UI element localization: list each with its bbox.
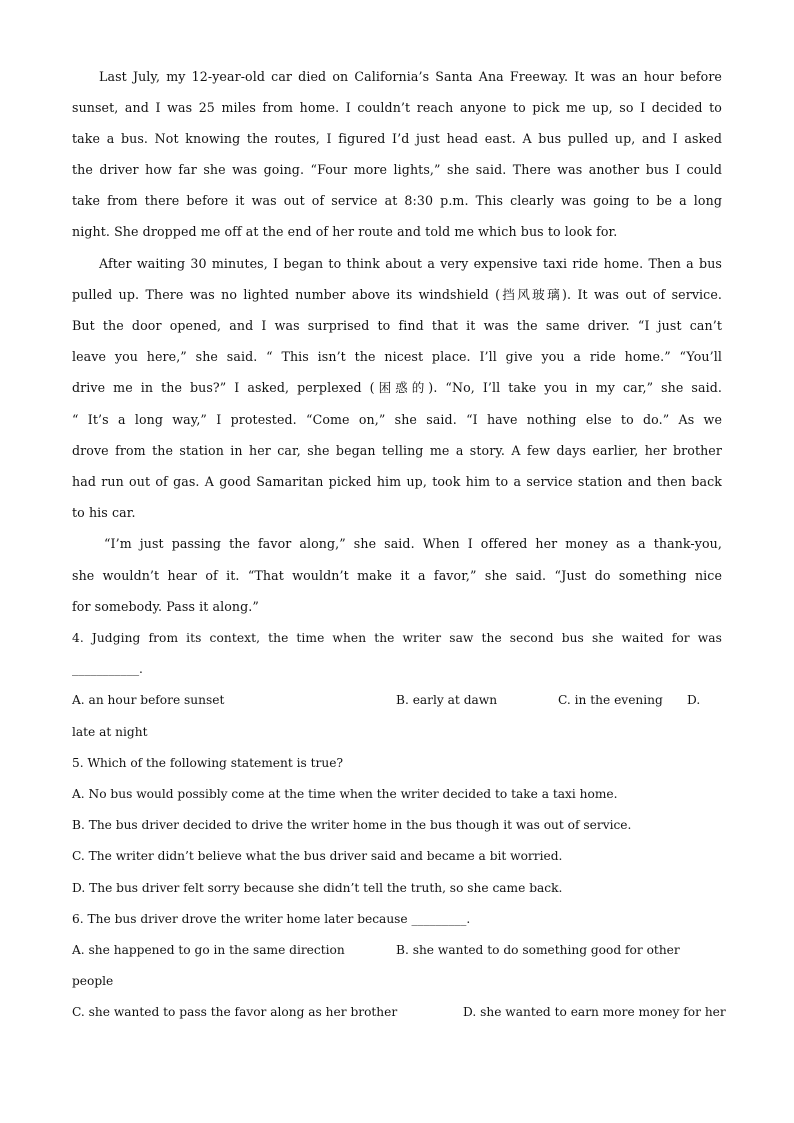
passage-line: Last July, my 12-year-old car died on California’s Santa Ana Freeway. It was an hour before [99, 69, 722, 84]
question-4-option-a: A. an hour before sunset [72, 693, 225, 707]
question-4-option-c: C. in the evening [558, 693, 663, 707]
question-5-option-a: A. No bus would possibly come at the time when the writer decided to take a taxi home. [72, 787, 618, 801]
question-6-option-a: A. she happened to go in the same direction [72, 943, 345, 957]
passage-line: to his car. [72, 505, 136, 520]
passage-line: for somebody. Pass it along.” [72, 599, 259, 614]
question-6-option-d: D. she wanted to earn more money for her [463, 1005, 726, 1019]
passage-line: leave you here,” she said. “ This isn’t the nicest place. I’ll give you a ride home.” “You’ll [72, 349, 722, 364]
passage-line: “I’m just passing the favor along,” she said. When I offered her money as a thank-you, [104, 536, 722, 551]
passage-line: But the door opened, and I was surprised to find that it was the same driver. “I just can’t [72, 318, 722, 333]
question-5-option-c: C. The writer didn’t believe what the bus driver said and became a bit worried. [72, 849, 563, 863]
passage-line: After waiting 30 minutes, I began to think about a very expensive taxi ride home. Then a bus [99, 256, 722, 271]
passage-line: she wouldn’t hear of it. “That wouldn’t make it a favor,” she said. “Just do something nice [72, 568, 722, 583]
passage-line: had run out of gas. A good Samaritan picked him up, took him to a service station and then back [72, 474, 722, 489]
question-5-stem: 5. Which of the following statement is true? [72, 756, 343, 770]
passage-line: drive me in the bus?” I asked, perplexed (困惑的). “No, I’ll take you in my car,” she said. [72, 380, 722, 395]
question-5-option-b: B. The bus driver decided to drive the writer home in the bus though it was out of service. [72, 818, 632, 832]
question-4-stem: 4. Judging from its context, the time when the writer saw the second bus she waited for was [72, 631, 722, 645]
question-6-option-b: B. she wanted to do something good for other [396, 943, 680, 957]
question-5-option-d: D. The bus driver felt sorry because she didn’t tell the truth, so she came back. [72, 881, 563, 895]
passage-line: night. She dropped me off at the end of her route and told me which bus to look for. [72, 224, 618, 239]
question-4-option-b: B. early at dawn [396, 693, 498, 707]
question-6-option-b-continued: people [72, 974, 114, 988]
passage-line: “ It’s a long way,” I protested. “Come on,” she said. “I have nothing else to do.” As we [72, 412, 722, 427]
question-6-option-c: C. she wanted to pass the favor along as her brother [72, 1005, 398, 1019]
passage-line: pulled up. There was no lighted number above its windshield (挡风玻璃). It was out of service. [72, 287, 722, 302]
question-4-option-d-label: D. [687, 693, 701, 707]
passage-line: sunset, and I was 25 miles from home. I couldn’t reach anyone to pick me up, so I decided to [72, 100, 722, 115]
passage-line: the driver how far she was going. “Four more lights,” she said. There was another bus I could [72, 162, 722, 177]
question-6-stem: 6. The bus driver drove the writer home later because _________. [72, 912, 471, 926]
question-4-option-d-text: late at night [72, 725, 148, 739]
passage-line: take from there before it was out of service at 8:30 p.m. This clearly was going to be a long [72, 193, 722, 208]
passage-line: drove from the station in her car, she began telling me a story. A few days earlier, her brother [72, 443, 722, 458]
question-4-blank: ___________. [72, 662, 143, 676]
passage-line: take a bus. Not knowing the routes, I figured I’d just head east. A bus pulled up, and I asked [72, 131, 722, 146]
